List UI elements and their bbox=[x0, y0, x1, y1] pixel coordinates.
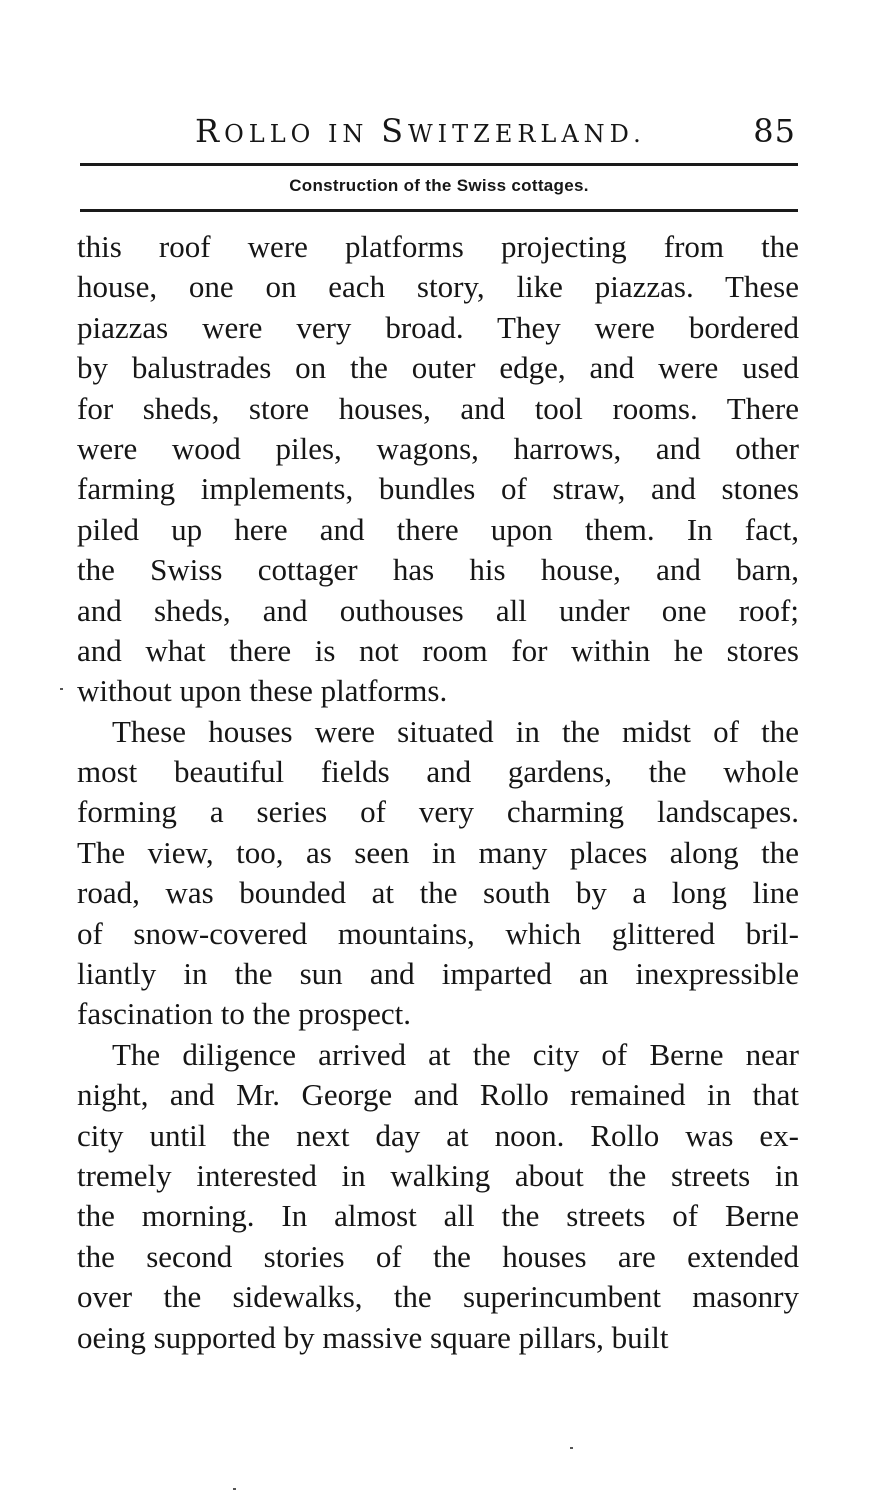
text-line: The diligence arrived at the city of Berne near bbox=[112, 1036, 799, 1072]
text-line: liantly in the sun and imparted an inexpressible bbox=[77, 956, 799, 992]
running-title-part: WITZERLAND. bbox=[407, 120, 646, 148]
text-line: house, one on each story, like piazzas. These bbox=[77, 269, 799, 305]
text-line: The view, too, as seen in many places along the bbox=[77, 834, 799, 870]
header-rule-top bbox=[80, 163, 798, 166]
text-line: over the sidewalks, the superincumbent masonry bbox=[77, 1279, 799, 1315]
paragraph bbox=[77, 1035, 799, 1358]
text-line: forming a series of very charming landscapes. bbox=[77, 794, 799, 830]
running-head bbox=[80, 108, 798, 156]
paragraph bbox=[77, 227, 799, 712]
body-text bbox=[77, 227, 799, 1358]
header-rule-bottom bbox=[80, 209, 798, 212]
text-line: were wood piles, wagons, harrows, and other bbox=[77, 430, 799, 466]
paragraph bbox=[77, 712, 799, 1035]
text-line: for sheds, store houses, and tool rooms. There bbox=[77, 390, 799, 426]
section-caption: Construction of the Swiss cottages. bbox=[289, 176, 589, 195]
text-line: piazzas were very broad. They were bordered bbox=[77, 309, 799, 345]
text-line: the Swiss cottager has his house, and barn, bbox=[77, 552, 799, 588]
text-line: and sheds, and outhouses all under one roof; bbox=[77, 592, 799, 628]
running-title-part: S bbox=[381, 112, 408, 150]
text-line: piled up here and there upon them. In fact, bbox=[77, 511, 799, 547]
text-line: most beautiful fields and gardens, the whole bbox=[77, 754, 799, 790]
page-number: 85 bbox=[753, 112, 796, 150]
text-line: tremely interested in walking about the streets in bbox=[77, 1157, 799, 1193]
print-speck bbox=[233, 1488, 236, 1490]
text-line: city until the next day at noon. Rollo was ex- bbox=[77, 1117, 799, 1153]
running-title-part: OLLO IN bbox=[224, 120, 382, 148]
print-speck bbox=[570, 1447, 573, 1449]
text-line: night, and Mr. George and Rollo remained in that bbox=[77, 1077, 799, 1113]
text-line: oeing supported by massive square pillars, built bbox=[77, 1319, 669, 1355]
text-line: farming implements, bundles of straw, and stones bbox=[77, 471, 799, 507]
text-line: and what there is not room for within he stores bbox=[77, 632, 799, 668]
print-speck bbox=[60, 688, 63, 690]
text-line: the second stories of the houses are extended bbox=[77, 1238, 799, 1274]
text-line: the morning. In almost all the streets of Berne bbox=[77, 1198, 799, 1234]
text-line: this roof were platforms projecting from the bbox=[77, 229, 799, 264]
running-title-part: R bbox=[195, 112, 225, 150]
text-line: of snow-covered mountains, which glittered bril- bbox=[77, 915, 799, 951]
text-line: by balustrades on the outer edge, and were used bbox=[77, 350, 799, 386]
text-line: without upon these platforms. bbox=[77, 673, 448, 709]
text-line: These houses were situated in the midst of the bbox=[112, 713, 799, 749]
text-line: fascination to the prospect. bbox=[77, 996, 412, 1032]
text-line: road, was bounded at the south by a long line bbox=[77, 875, 799, 911]
running-title bbox=[195, 112, 646, 150]
